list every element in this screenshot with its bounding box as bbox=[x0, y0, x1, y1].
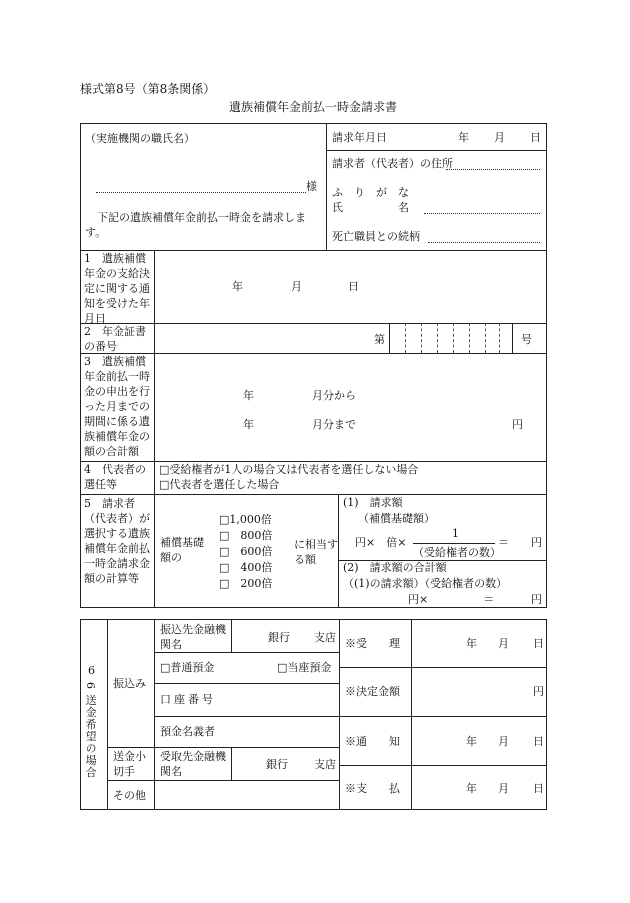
name-label: 氏 名 bbox=[332, 201, 409, 214]
form-number: 様式第8号（第8条関係） bbox=[80, 82, 216, 96]
decided-amount-label: ※決定金額 bbox=[345, 685, 400, 698]
branch-suffix: 支店 bbox=[314, 631, 336, 644]
row3-label: 3 遺族補償年金前払一時金の申出を行った月までの期間に係る遺族補償年金の額の合計額 bbox=[84, 355, 150, 458]
formula-equals: ＝ bbox=[498, 536, 509, 549]
payment-label: ※支 払 bbox=[345, 782, 400, 795]
section6-number: 6 bbox=[88, 664, 95, 677]
fraction-bar bbox=[413, 543, 495, 544]
received-label: ※受 理 bbox=[345, 637, 400, 650]
formula-denominator: （受給権者の数） bbox=[413, 546, 501, 559]
check-branch-suffix: 支店 bbox=[314, 758, 336, 771]
total-title: (2) 請求額の合計額 bbox=[343, 561, 447, 574]
total-yen: 円 bbox=[531, 593, 542, 606]
received-day: 日 bbox=[533, 637, 544, 650]
notice-label: ※通 知 bbox=[345, 735, 400, 748]
relation-line[interactable] bbox=[428, 242, 540, 243]
acct-number-label: 口座番号 bbox=[160, 693, 216, 706]
row1-day: 日 bbox=[348, 280, 359, 293]
formula-numerator: 1 bbox=[452, 527, 459, 540]
multiple-option-400[interactable]: □ 400倍 bbox=[219, 561, 273, 574]
address-line[interactable] bbox=[446, 169, 540, 170]
check-label: 送金小切手 bbox=[113, 750, 146, 778]
decided-yen: 円 bbox=[533, 685, 544, 698]
row3-yen: 円 bbox=[512, 418, 523, 431]
acct-holder-label: 預金名義者 bbox=[160, 725, 215, 738]
received-month: 月 bbox=[498, 637, 509, 650]
furigana-label: ふ り が な bbox=[332, 186, 409, 199]
notice-year: 年 bbox=[466, 735, 477, 748]
row1-year: 年 bbox=[232, 280, 243, 293]
month-label: 月 bbox=[494, 131, 505, 144]
row3-to: 月分まで bbox=[312, 418, 356, 431]
equiv-label: に相当する額 bbox=[294, 538, 338, 566]
rep-option-2[interactable]: □代表者を選任した場合 bbox=[159, 478, 280, 491]
bank-suffix: 銀行 bbox=[268, 631, 290, 644]
received-year: 年 bbox=[466, 637, 477, 650]
payment-day: 日 bbox=[533, 782, 544, 795]
agency-label: （実施機関の職氏名） bbox=[85, 132, 195, 145]
name-line[interactable] bbox=[424, 213, 540, 214]
acct-current[interactable]: □当座預金 bbox=[277, 661, 332, 674]
row4-label: 4 代表者の選任等 bbox=[84, 463, 146, 491]
section6-label: 6 送金希望の場合 bbox=[84, 682, 98, 779]
request-amount-title: (1) 請求額 bbox=[343, 496, 403, 509]
check-bank-label: 受取先金融機関名 bbox=[160, 750, 226, 778]
base-label: 補償基礎額の bbox=[160, 536, 204, 564]
row1-label: 1 遺族補償年金の支給決定に関する通知を受けた年月日 bbox=[84, 252, 150, 325]
day-label: 日 bbox=[530, 131, 541, 144]
agency-name-line[interactable] bbox=[96, 192, 306, 193]
payment-year: 年 bbox=[466, 782, 477, 795]
acct-normal[interactable]: □普通預金 bbox=[160, 661, 215, 674]
cert-prefix: 第 bbox=[374, 333, 385, 346]
bank-name-label: 振込先金融機関名 bbox=[160, 623, 226, 651]
multiple-option-1000[interactable]: □1,000倍 bbox=[219, 513, 272, 526]
multiple-option-200[interactable]: □ 200倍 bbox=[219, 577, 273, 590]
cert-suffix: 号 bbox=[521, 333, 532, 346]
address-label: 請求者（代表者）の住所 bbox=[332, 157, 453, 170]
notice-day: 日 bbox=[533, 735, 544, 748]
form-title: 遺族補償年金前払一時金請求書 bbox=[229, 100, 398, 114]
total-sub: （(1)の請求額）（受給権者の数） bbox=[343, 577, 508, 590]
multiple-option-600[interactable]: □ 600倍 bbox=[219, 545, 273, 558]
formula-yen: 円 bbox=[531, 536, 542, 549]
payment-month: 月 bbox=[498, 782, 509, 795]
row5-label: 5 請求者（代表者）が選択する遺族補償年金前払一時金請求金額の計算等 bbox=[84, 497, 150, 585]
request-text: 下記の遺族補償年金前払一時金を請求します。 bbox=[85, 211, 306, 239]
row1-month: 月 bbox=[291, 280, 302, 293]
request-amount-sub: （補償基礎額） bbox=[358, 512, 435, 525]
row3-to-year: 年 bbox=[243, 418, 254, 431]
formula-left: 円× 倍× bbox=[355, 536, 407, 549]
sama-label: 様 bbox=[306, 180, 317, 193]
row2-label: 2 年金証書の番号 bbox=[84, 325, 146, 353]
row3-from-year: 年 bbox=[243, 389, 254, 402]
transfer-label: 振込み bbox=[113, 677, 146, 690]
other-label: その他 bbox=[113, 789, 146, 802]
request-date-label: 請求年月日 bbox=[332, 131, 387, 144]
check-bank-suffix: 銀行 bbox=[266, 758, 288, 771]
multiple-option-800[interactable]: □ 800倍 bbox=[219, 529, 273, 542]
rep-option-1[interactable]: □受給権者が1人の場合又は代表者を選任しない場合 bbox=[159, 463, 419, 476]
cert-number-field[interactable] bbox=[390, 324, 512, 352]
relation-label: 死亡職員との続柄 bbox=[332, 230, 420, 243]
row3-from: 月分から bbox=[312, 389, 356, 402]
year-label: 年 bbox=[458, 131, 469, 144]
notice-month: 月 bbox=[498, 735, 509, 748]
total-formula: 円× ＝ bbox=[408, 593, 495, 606]
